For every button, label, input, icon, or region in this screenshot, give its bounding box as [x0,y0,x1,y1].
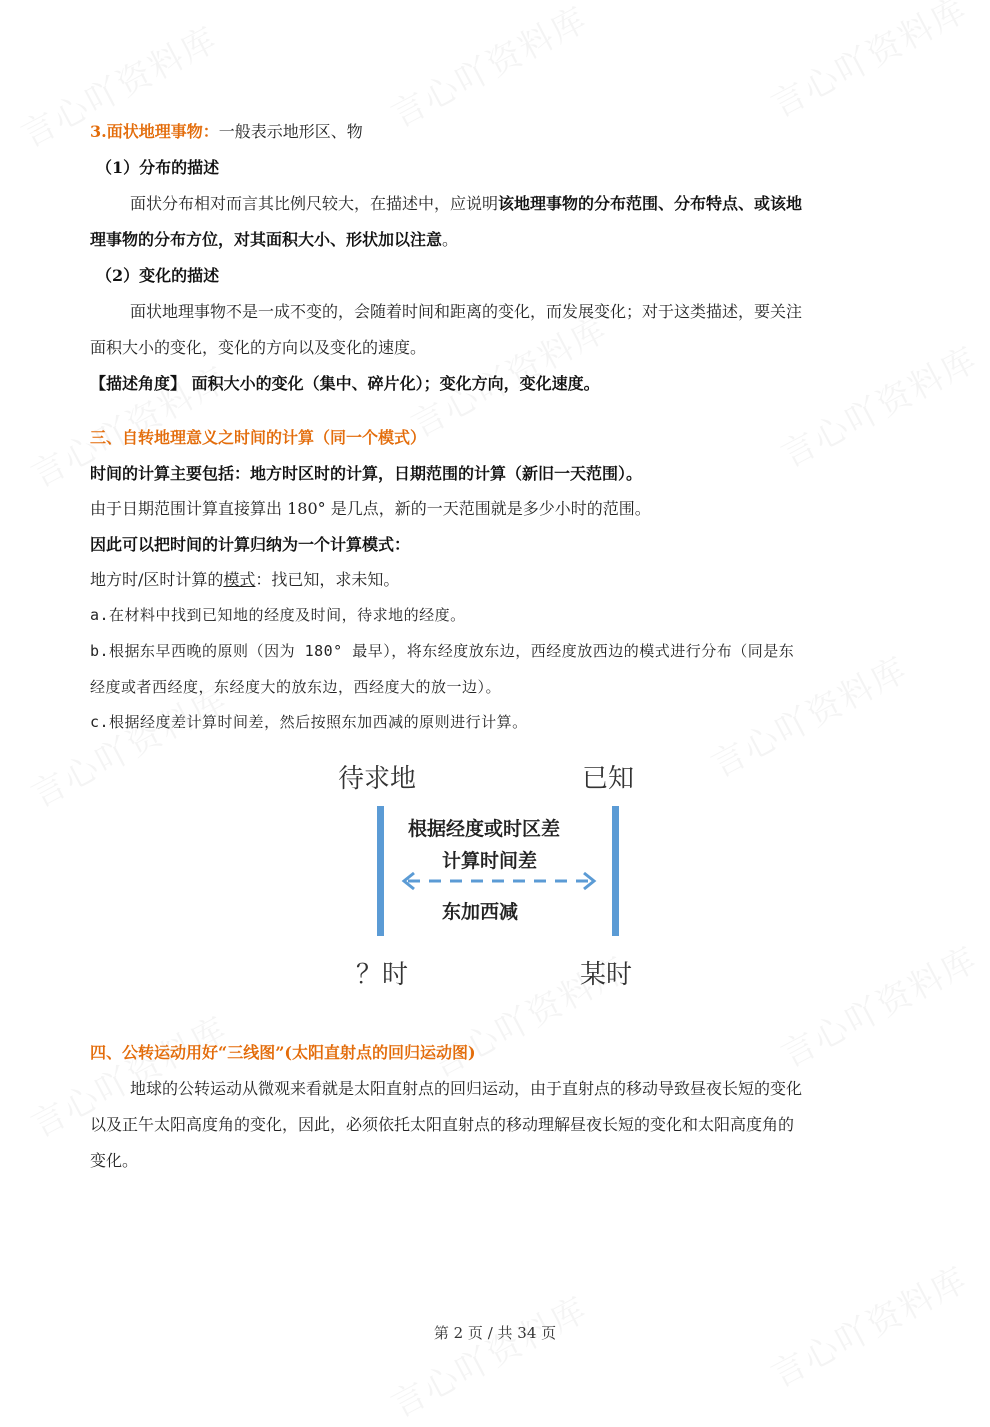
left-bar [377,806,384,936]
paragraph: 面积大小的变化，变化的方向以及变化的速度。 [90,338,427,357]
page-number: 第 2 页 / 共 34 页 [433,1324,557,1342]
watermark [381,1282,595,1427]
paragraph-text: 面状分布相对而言其比例尺较大，在描述中，应说明 [130,194,499,213]
watermark [761,0,975,127]
diagram-text-time-diff: 计算时间差 [442,850,538,872]
label-target-location: 待求地 [338,764,417,794]
diagram-text-longitude: 根据经度或时区差 [408,818,561,840]
step-c: c.根据经度差计算时间差，然后按照东加西减的原则进行计算。 [90,713,528,731]
watermark [701,642,915,787]
paragraph: 变化。 [90,1151,139,1170]
paragraph: 时间的计算主要包括：地方时区时的计算，日期范围的计算（新旧一天范围）。 [90,464,643,483]
subheading-distribution: （1）分布的描述 [96,158,220,177]
paragraph: 面状地理事物不是一成不变的，会随着时间和距离的变化，而发展变化；对于这类描述，要关注 [130,302,803,321]
right-bar [612,806,619,936]
label-known-location: 已知 [582,764,635,794]
watermark [381,0,595,137]
watermark [771,332,985,477]
paragraph: 地球的公转运动从微观来看就是太阳直射点的回归运动，由于直射点的移动导致昼夜长短的变化 [130,1079,803,1098]
label-known-time: 某时 [580,960,633,990]
paragraph [90,230,458,250]
paragraph-text: 地方时/区时计算的 [90,570,224,589]
paragraph-underlined: 模式 [223,570,256,589]
time-calculation-diagram [300,752,680,992]
description-angle: 【描述角度】 面积大小的变化（集中、碎片化）；变化方向，变化速度。 [90,374,600,393]
step-a: a.在材料中找到已知地的经度及时间，待求地的经度。 [90,606,466,624]
diagram-text-east-add-west-subtract: 东加西减 [442,901,519,923]
section-four-heading: 四、公转运动用好“三线图”(太阳直射点的回归运动图) [90,1043,476,1062]
paragraph: 以及正午太阳高度角的变化，因此，必须依托太阳直射点的移动理解昼夜长短的变化和太阳高度角的 [90,1115,795,1134]
step-b-continued: 经度或者西经度，东经度大的放东边，西经度大的放一边）。 [90,678,502,696]
step-b: b.根据东早西晚的原则（因为 180° 最早），将东经度放东边，西经度放西边的模式进行分布（同是东 [90,642,795,660]
paragraph [90,570,399,590]
section-three-heading: 三、自转地理意义之时间的计算（同一个模式） [90,428,427,447]
paragraph [130,194,802,214]
section3-heading-bold: 3.面状地理事物： [90,122,219,141]
paragraph: 由于日期范围计算直接算出 180° 是几点，新的一天范围就是多少小时的范围。 [90,499,651,518]
paragraph-emphasis: 该地理事物的分布范围、分布特点、或该地 [498,194,803,213]
section3-heading [90,122,363,142]
paragraph-text: ：找已知，求未知。 [255,570,400,589]
paragraph: 因此可以把时间的计算归纳为一个计算模式： [90,535,411,554]
subheading-change: （2）变化的描述 [96,266,220,285]
paragraph-emphasis: 理事物的分布方位，对其面积大小、形状加以注意 [90,230,443,249]
label-unknown-time: ？时 [356,960,409,990]
paragraph-text: 。 [442,230,459,249]
watermark [771,932,985,1077]
section3-heading-rest: 一般表示地形区、物 [218,122,363,141]
